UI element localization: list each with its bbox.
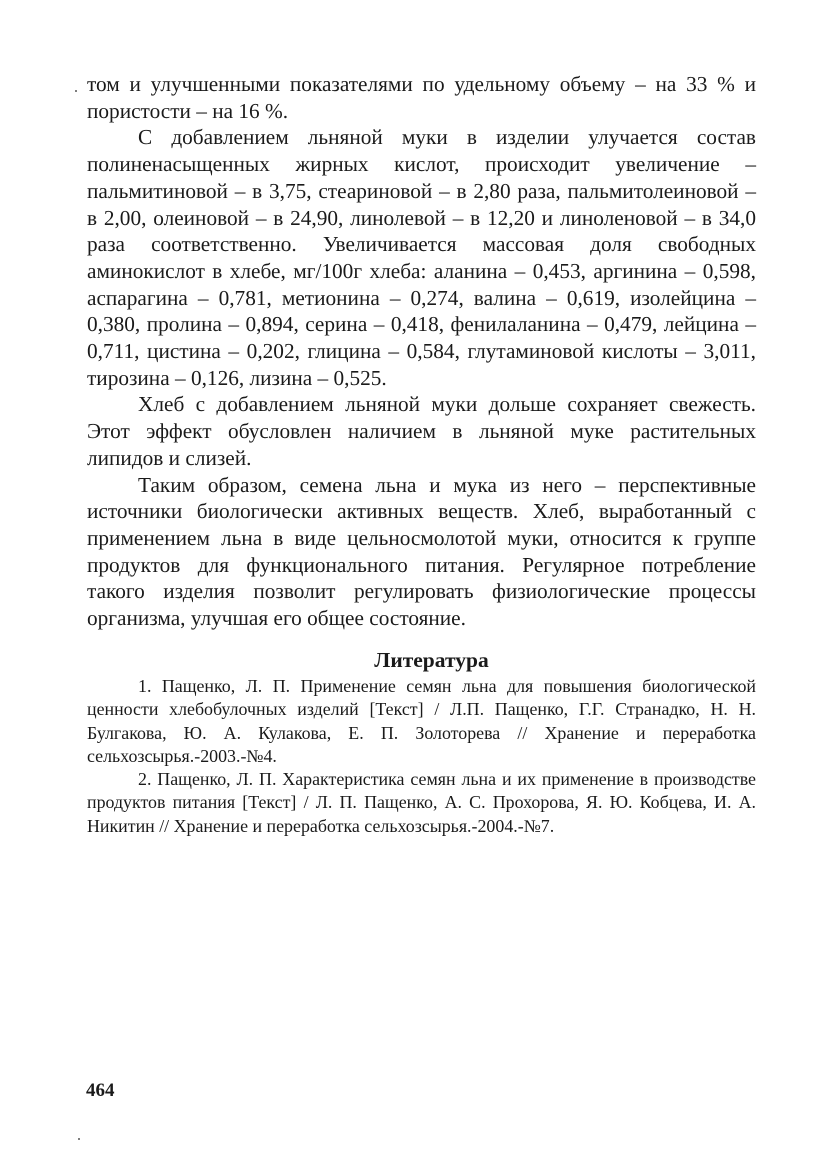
scan-speck [75,90,77,92]
page-number: 464 [86,1080,115,1101]
paragraph-freshness: Хлеб с добавлением льняной муки дольше сохраняет свежесть. Этот эффект обусловлен наличием в льняной муке растительных липидов и слизей. [87,392,756,470]
paragraph-fatty-acids: С добавлением льняной муки в изделии улучается состав полиненасыщенных жирных кислот, происходит увеличение – пальмитиновой – в 3,75, стеариновой – в 2,80 раза, пальмитолеиновой – в 2,00, олеиновой – в 24,90, линолевой – в 12,20 и линоленовой – в 34,0 раза соответственно. Увеличивается массовая доля свободных аминокислот в хлебе, мг/100г хлеба: аланина – 0,453, аргинина – 0,598, аспарагина – 0,781, метионина – 0,274, валина – 0,619, изолейцина – 0,380, пролина – 0,894, серина – 0,418, фенилаланина – 0,479, лейцина – 0,711, цистина – 0,202, глицина – 0,584, глутаминовой кислоты – 3,011, тирозина – 0,126, лизина – 0,525. [87,125,756,390]
references-title: Литература [374,648,489,672]
scan-speck [78,1138,80,1140]
references-section [87,647,756,838]
body-text [87,71,756,632]
reference-item: 2. Пащенко, Л. П. Характеристика семян льна и их применение в производстве продуктов питания [Текст] / Л. П. Пащенко, А. С. Прохорова, Я. Ю. Кобцева, И. А. Никитин // Хранение и переработка сельхозсырья.-2004.-№7. [87,769,756,836]
reference-item: 1. Пащенко, Л. П. Применение семян льна для повышения биологической ценности хлебобулочных изделий [Текст] / Л.П. Пащенко, Г.Г. Странадко, Н. Н. Булгакова, Ю. А. Кулакова, Е. П. Золоторева // Хранение и переработка сельхозсырья.-2003.-№4. [87,676,756,766]
paragraph-continuation: том и улучшенными показателями по удельному объему – на 33 % и пористости – на 16 %. [87,72,756,123]
paragraph-conclusion: Таким образом, семена льна и мука из него – перспективные источники биологически активных веществ. Хлеб, выработанный с применением льна в виде цельносмолотой муки, относится к группе продуктов для функционального питания. Регулярное потребление такого изделия позволит регулировать физиологические процессы организма, улучшая его общее состояние. [87,472,756,631]
